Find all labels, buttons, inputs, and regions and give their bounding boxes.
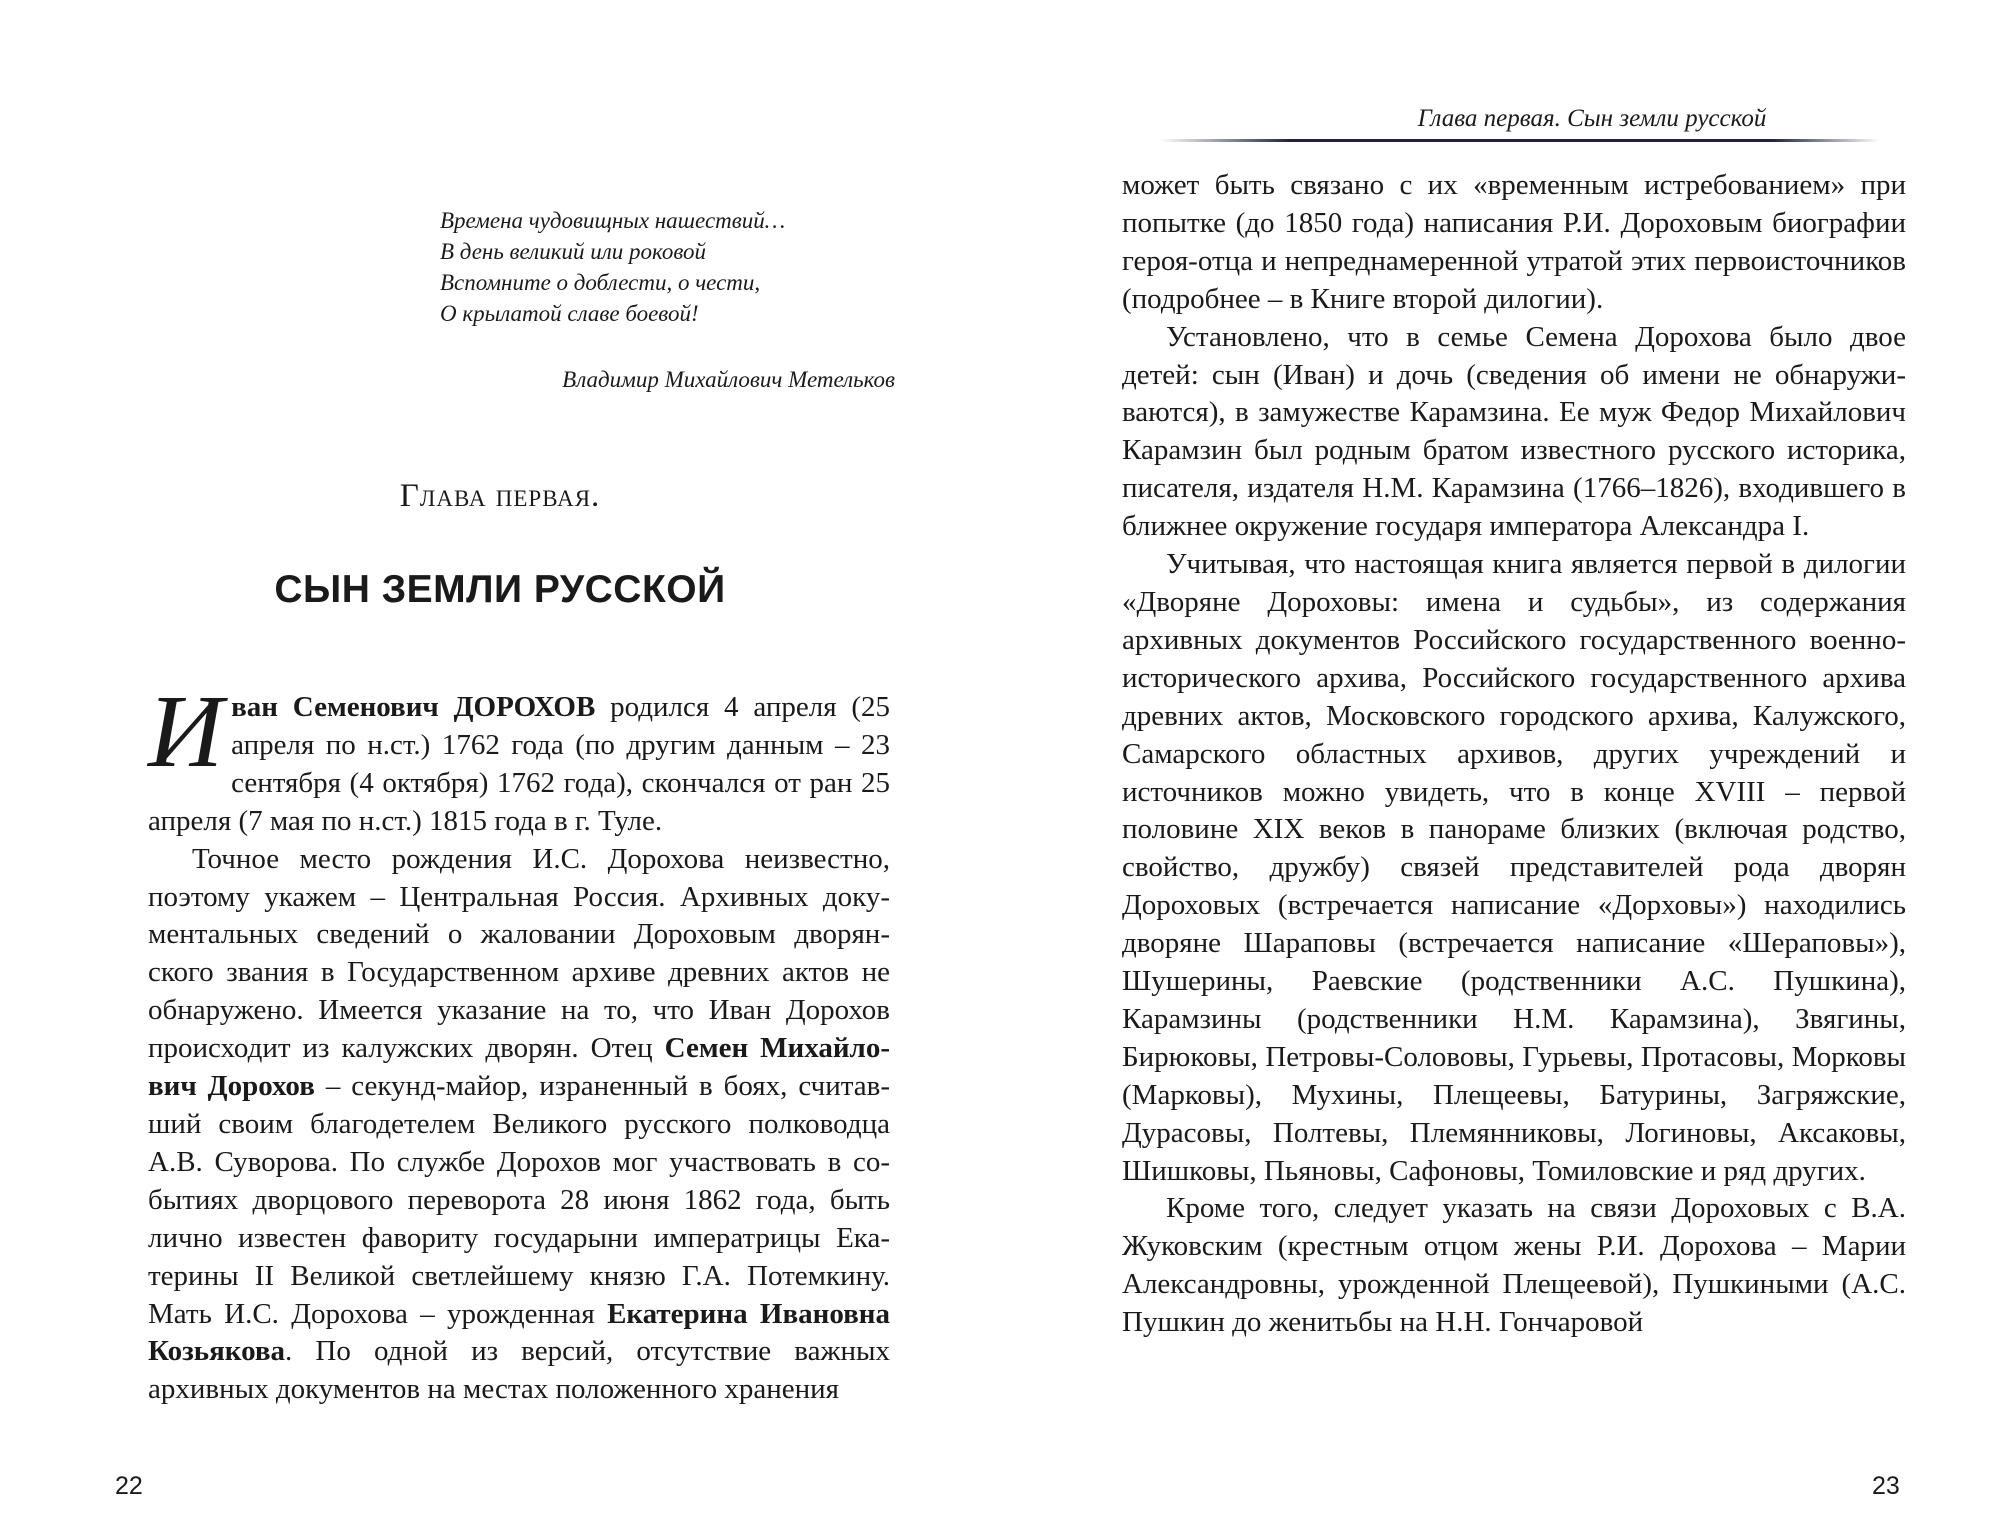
paragraph-text: . По одной из версий, отсутствие важных архивных документов на местах положенного хранения <box>148 1335 890 1406</box>
chapter-title: СЫН ЗЕМЛИ РУССКОЙ <box>274 568 726 611</box>
epigraph-author: Владимир Михайлович Метельков <box>562 367 895 392</box>
chapter-label: Глава первая. <box>399 478 601 514</box>
epigraph-line: Вспомните о доблести, о чести, <box>440 270 761 295</box>
paragraph: Установлено, что в семье Семена Дорохова было двое детей: сын (Иван) и дочь (сведения об имени не обнаруживаются), в замужестве Карамзина. Ее муж Федор Михайлович Карамзин был родным братом известного русского историка, писателя, издателя Н.М. Карамзина (1766–1826), входившего в ближнее окружение государя императора Александра I. <box>1122 320 1906 543</box>
right-body-text <box>1122 167 1906 1342</box>
paragraph: Учитывая, что настоящая книга является первой в дилогии «Дворяне Дороховы: имена и судьбы», из содержания архивных документов Российского государственного военно-исторического архива, Российского государственного архива древних актов, Московского городского архива, Калужского, Самарского областных архивов, других учреждений и источников можно увидеть, что в конце XVIII – первой половине XIX веков в панораме близких (включая родство, свойство, дружбу) связей представителей рода дворян Дороховых (встречается написание «Дорховы») находились дворяне Шараповы (встречается написание «Шераповы»), Шушерины, Раевские (родственники А.С. Пушкина), Карамзины (родственники Н.М. Карамзина), Звягины, Бирюковы, Петровы-Солововы, Гурьевы, Протасовы, Морковы (Марковы), Мухины, Плещеевы, Батурины, Загряжские, Дурасовы, Полтевы, Племянниковы, Логиновы, Аксаковы, Шишковы, Пьяновы, Сафоновы, Томиловские и ряд других. <box>1122 548 1906 1187</box>
right-page <box>1000 0 2000 1525</box>
paragraph-text: – секунд-майор, израненный в боях, считавший своим благодетелем Великого русского полководца А.В. Суворова. По службе Дорохов мог участвовать в событиях дворцового переворота 28 июня 1862 года, быть лично известен фавориту государыни императрицы Екатерины II Великой светлейшему князю Г.А. Потемкину. Мать И.С. Дорохова – урожденная <box>148 1070 890 1330</box>
drop-cap: И <box>148 674 224 789</box>
paragraph <box>148 841 890 1410</box>
person-name: ван Семенович ДОРОХОВ <box>231 691 596 723</box>
left-body-text <box>148 674 890 1409</box>
epigraph-line: О крылатой славе боевой! <box>440 301 699 326</box>
person-name: Екатерина Ивановна Козьякова <box>148 1297 890 1368</box>
paragraph-text: родился 4 апреля (25 апреля по н.ст.) 1762 года (по другим данным – 23 сентября (4 октября) 1762 года), скончался от ран 25 апреля (7 мая по н.ст.) 1815 года в г. Туле. <box>148 691 890 837</box>
page-number: 23 <box>1872 1472 1900 1500</box>
paragraph: может быть связано с их «временным истребованием» при попытке (до 1850 года) написания Р.И. Дороховым биографии героя-отца и непреднамеренной утратой этих первоисточников (подробнее – в Книге второй дилогии). <box>1122 169 1906 315</box>
epigraph-line: Времена чудовищных нашествий… <box>440 208 786 233</box>
paragraph-text: Точное место рождения И.С. Дорохова неизвестно, поэтому укажем – Центральная Россия. Архивных документальных сведений о жаловании Дороховым дворянского звания в Государственном архиве древних актов не обнаружено. Имеется указание на то, что Иван Дорохов происходит из калужских дворян. Отец <box>148 842 890 1065</box>
person-name: Семен Михайлович Дорохов <box>148 1032 890 1103</box>
epigraph <box>440 205 960 329</box>
running-head: Глава первая. Сын земли русской <box>1417 105 1767 132</box>
page-number: 22 <box>115 1472 143 1500</box>
paragraph: Кроме того, следует указать на связи Дороховых с В.А. Жуковским (крестным отцом жены Р.И. Дорохова – Марии Александровны, урожденной Плещеевой), Пушкиными (А.С. Пушкин до женитьбы на Н.Н. Гончаровой <box>1122 1192 1906 1339</box>
header-rule <box>1160 139 1880 142</box>
paragraph <box>148 674 890 841</box>
epigraph-line: В день великий или роковой <box>440 239 707 264</box>
